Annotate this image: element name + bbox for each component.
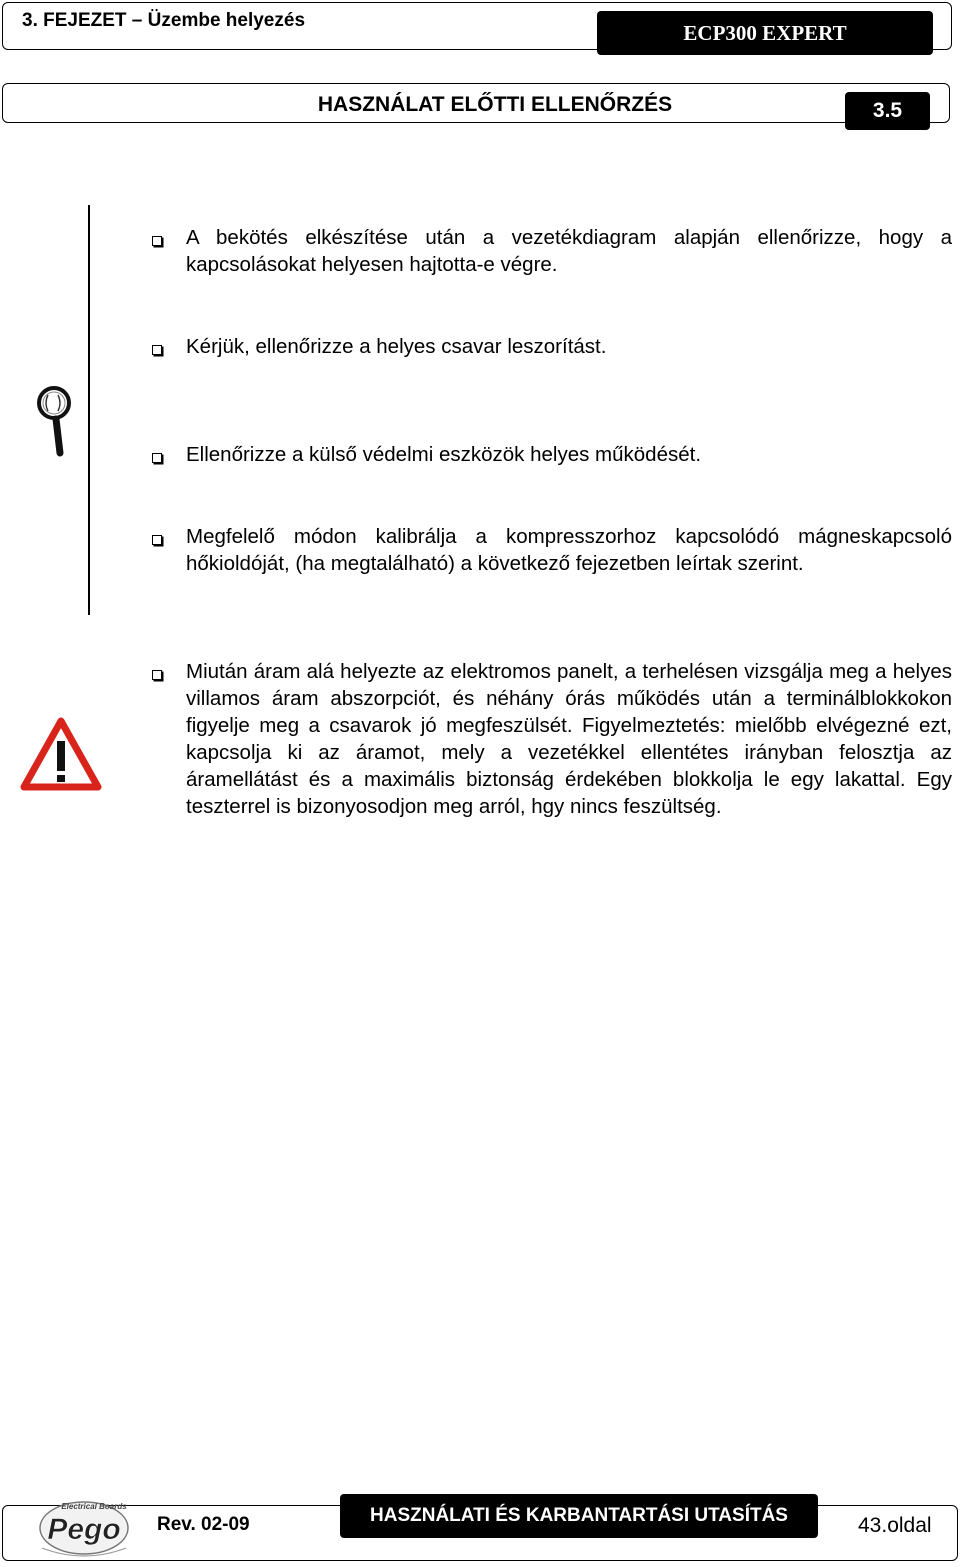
checkbox-bullet — [152, 535, 162, 545]
manual-title: HASZNÁLATI ÉS KARBANTARTÁSI UTASÍTÁS — [340, 1494, 818, 1538]
checkbox-bullet — [152, 670, 162, 680]
chapter-title: 3. FEJEZET – Üzembe helyezés — [22, 10, 306, 31]
revision-label: Rev. 02-09 — [157, 1514, 250, 1535]
logo-brand: Pego — [47, 1513, 121, 1546]
list-item: Megfelelő módon kalibrálja a kompresszorhoz kapcsolódó mágneskapcsoló hőkioldóját, (ha megtalálható) a következő fejezetben leírtak szerint. — [186, 525, 952, 575]
section-title: HASZNÁLAT ELŐTTI ELLENŐRZÉS — [317, 93, 673, 116]
list-item: Miután áram alá helyezte az elektromos panelt, a terhelésen vizsgálja meg a helyes villamos áram abszorpciót, és néhány órás működés után a terminálblokkokon figyelje meg a csavarok jó megfeszülsét. Figyelmeztetés: mielőbb elvégezné ezt, kapcsolja ki az áramot, mely a vezetékkel ellentétes irányban felosztja az áramellátást és a maximális biztonság érdekében blokkolja le egy lakattal. Egy teszterrel is bizonyosodjon meg arról, hgy nincs feszültség. — [186, 660, 952, 818]
pego-logo — [34, 1492, 130, 1562]
product-name: ECP300 EXPERT — [597, 11, 933, 55]
list-item: Ellenőrizze a külső védelmi eszközök helyes működését. — [186, 443, 702, 466]
warning-triangle-icon — [20, 715, 102, 793]
logo-tagline: Electrical Boards — [61, 1502, 127, 1511]
magnifier-icon — [30, 383, 80, 459]
checkbox-bullet — [152, 345, 162, 355]
section-number: 3.5 — [845, 92, 930, 130]
checkbox-bullet — [152, 236, 162, 246]
margin-divider — [88, 205, 90, 615]
page-number: 43.oldal — [858, 1514, 932, 1537]
checkbox-bullet — [152, 453, 162, 463]
list-item: A bekötés elkészítése után a vezetékdiagram alapján ellenőrizze, hogy a kapcsolásokat helyesen hajtotta-e végre. — [186, 226, 952, 276]
list-item: Kérjük, ellenőrizze a helyes csavar leszorítást. — [186, 335, 607, 358]
